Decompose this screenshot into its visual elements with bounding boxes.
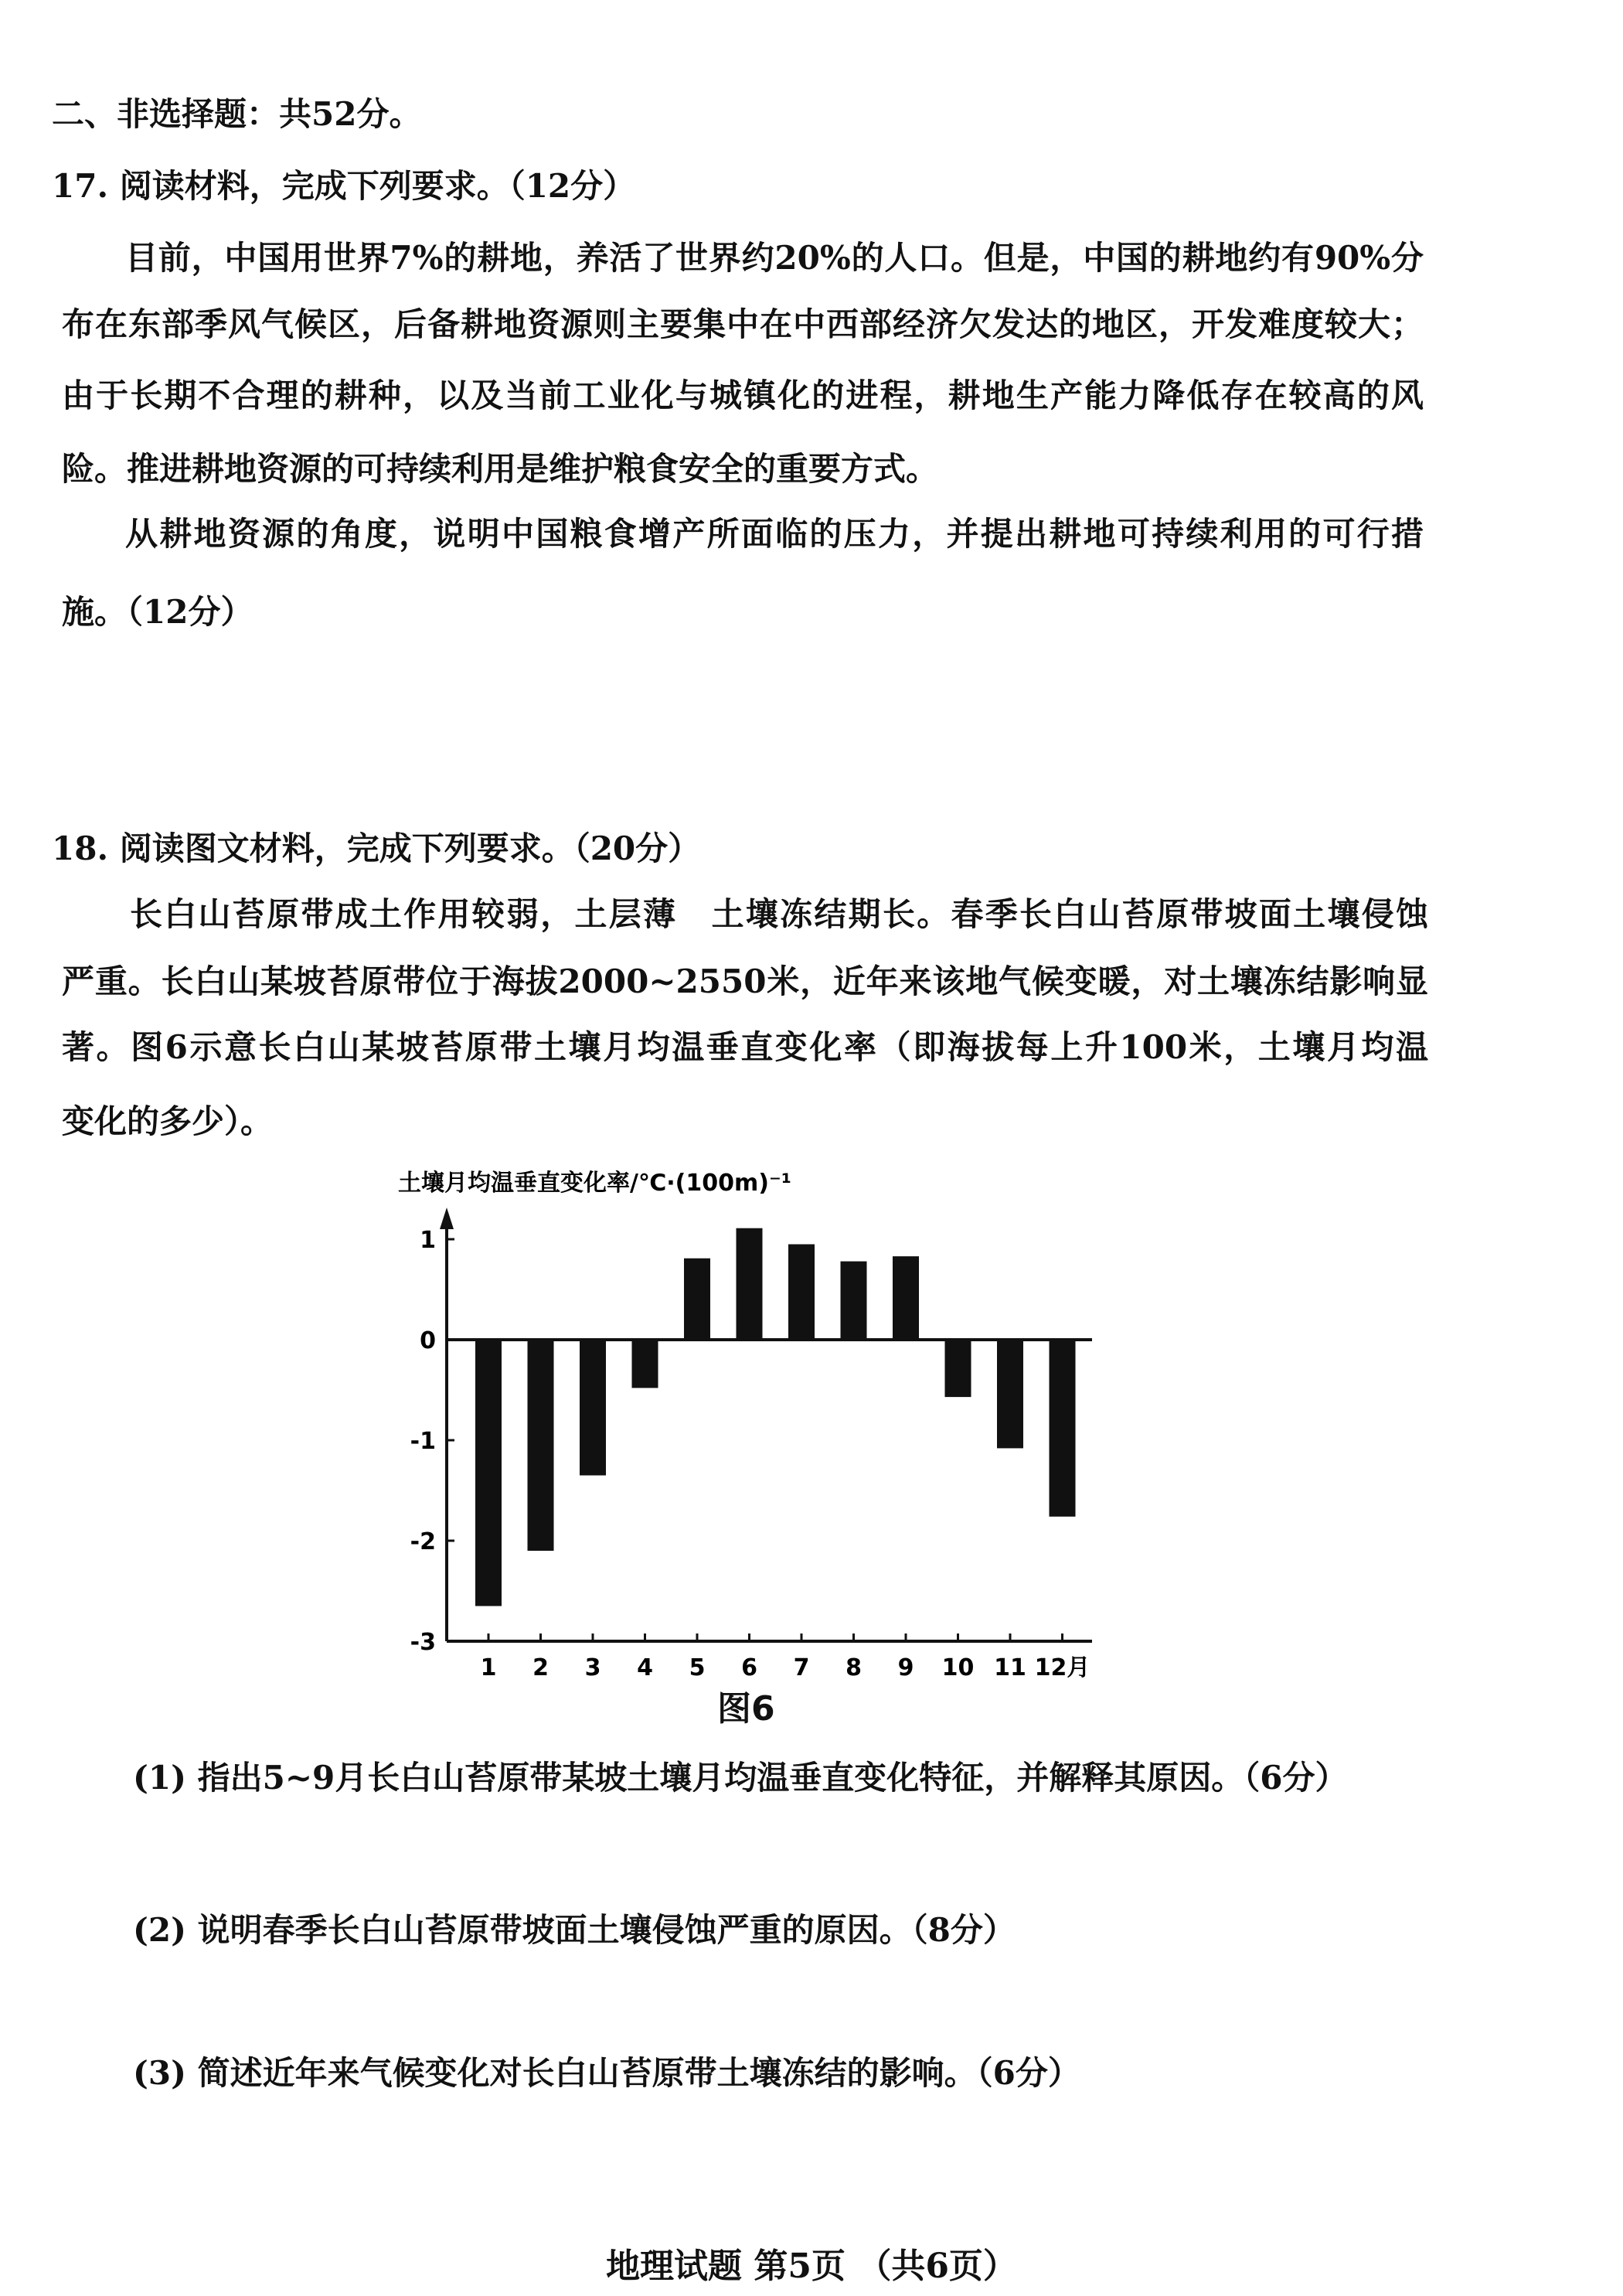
y-tick-label: 1 [420,1227,436,1254]
page-footer: 地理试题 第5页 （共6页） [606,2247,1017,2286]
section-header: 二、非选择题：共52分。 [52,95,422,133]
y-axis-arrow [440,1208,454,1229]
x-tick-label: 12月 [1034,1654,1091,1681]
q18-material-line: 长白山苔原带成土作用较弱，土层薄 土壤冻结期长。春季长白山苔原带坡面土壤侵蚀 [130,895,1428,933]
bar-month-1 [475,1340,502,1606]
bar-month-2 [528,1340,554,1551]
bar-month-9 [893,1256,919,1340]
bar-month-5 [684,1259,710,1340]
y-tick-label: 0 [420,1327,436,1354]
sub-question-1: (1) 指出5~9月长白山苔原带某坡土壤月均温垂直变化特征，并解释其原因。（6分） [133,1759,1348,1797]
x-tick-label: 6 [741,1654,757,1681]
x-tick-label: 2 [532,1654,549,1681]
bar-month-10 [945,1340,971,1397]
x-tick-label: 9 [897,1654,914,1681]
y-tick-label: -2 [410,1528,436,1555]
q17-question-line: 施。（12分） [62,593,253,631]
q17-material-line: 目前，中国用世界7%的耕地，养活了世界约20%的人口。但是，中国的耕地约有90%分 [125,239,1424,277]
bar-month-3 [580,1340,606,1476]
q18-material-line: 严重。长白山某坡苔原带位于海拔2000~2550米，近年来该地气候变暖，对土壤冻结影响显 [62,962,1428,1000]
sub-question-2: (2) 说明春季长白山苔原带坡面土壤侵蚀严重的原因。（8分） [133,1911,1016,1949]
q18-title: 18. 阅读图文材料，完成下列要求。（20分） [52,829,701,867]
bar-month-11 [997,1340,1023,1448]
sub-question-3: (3) 简述近年来气候变化对长白山苔原带土壤冻结的影响。（6分） [133,2054,1080,2092]
q17-question-line: 从耕地资源的角度，说明中国粮食增产所面临的压力，并提出耕地可持续利用的可行措 [125,515,1424,553]
q17-material-line: 布在东部季风气候区，后备耕地资源则主要集中在中西部经济欠发达的地区，开发难度较大； [62,305,1424,343]
x-tick-label: 7 [793,1654,810,1681]
x-tick-label: 8 [846,1654,862,1681]
chart-title: 土壤月均温垂直变化率/℃·(100m)⁻¹ [398,1170,791,1197]
q18-material-line: 著。图6示意长白山某坡苔原带土壤月均温垂直变化率（即海拔每上升100米，土壤月均温 [62,1028,1428,1066]
q18-material-line: 变化的多少）。 [62,1102,274,1140]
x-tick-label: 3 [584,1654,601,1681]
x-tick-label: 10 [941,1654,975,1681]
x-tick-label: 11 [994,1654,1026,1681]
x-tick-label: 5 [689,1654,706,1681]
q17-material-line: 由于长期不合理的耕种，以及当前工业化与城镇化的进程，耕地生产能力降低存在较高的风 [62,376,1424,414]
q17-title: 17. 阅读材料，完成下列要求。（12分） [52,167,636,205]
bar-month-6 [737,1228,763,1340]
x-tick-label: 1 [480,1654,497,1681]
bar-month-4 [632,1340,658,1388]
x-tick-label: 4 [637,1654,653,1681]
q17-material-line: 险。推进耕地资源的可持续利用是维护粮食安全的重要方式。 [62,450,939,488]
bar-month-7 [788,1245,815,1340]
bar-month-8 [841,1262,867,1340]
figure-caption: 图6 [717,1689,775,1729]
y-tick-label: -3 [410,1629,436,1656]
y-tick-label: -1 [410,1428,436,1455]
bar-month-12 [1050,1340,1076,1517]
